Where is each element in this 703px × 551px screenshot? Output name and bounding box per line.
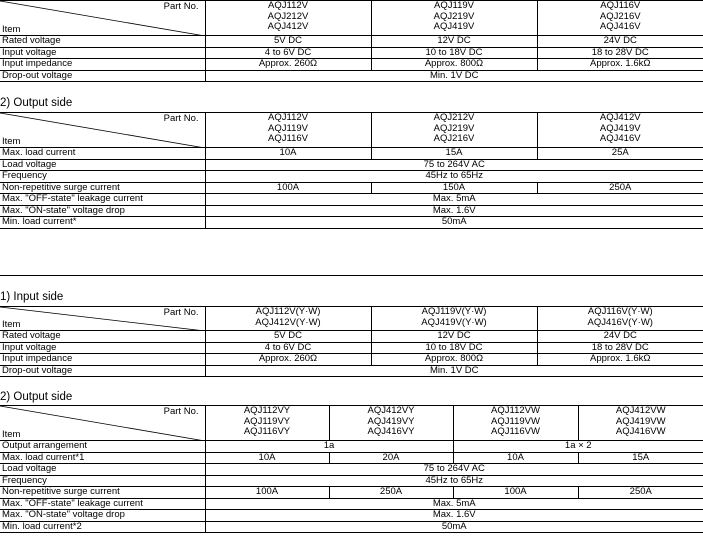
part-no-col [537,307,703,331]
table-cell: 20A [329,452,453,464]
table-cell: Input impedance [0,354,205,366]
table-cell: Max. load current*1 [0,452,205,464]
part-number: AQJ212V [267,10,309,22]
part-no-col [371,1,537,36]
table-cell: 25A [537,148,703,160]
header-diagonal-cell [0,1,205,36]
table-cell: Min. 1V DC [205,70,703,82]
table-cell: Approx. 800Ω [371,354,537,366]
table-cell: 5V DC [205,331,371,343]
item-label: Item [2,23,21,35]
table-row [0,452,703,464]
table-row [0,47,703,59]
part-no-label: Part No. [163,307,199,318]
table-cell: 100A [205,182,371,194]
header-diagonal-cell [0,307,205,331]
table-cell: Max. "OFF-state" leakage current [0,194,205,206]
table-cell: 100A [205,487,329,499]
table-cell: Input impedance [0,59,205,71]
part-no-col [537,113,703,148]
table-row [0,365,703,377]
table-cell: Drop-out voltage [0,70,205,82]
table-cell: Min. load current*2 [0,521,205,533]
header-diagonal-cell [0,113,205,148]
table-row [0,464,703,476]
table-cell: Approx. 1.6kΩ [537,59,703,71]
table-row [0,182,703,194]
table-row [0,36,703,48]
output-table-1 [0,112,703,229]
part-number: AQJ412VW [615,405,666,416]
table-cell: Rated voltage [0,36,205,48]
table-row [0,194,703,206]
header-row [0,1,703,36]
table-cell: 5V DC [205,36,371,48]
table-cell: 4 to 6V DC [205,47,371,59]
table-cell: Max. load current [0,148,205,160]
part-number: AQJ412V(Y·W) [255,316,321,328]
table-cell: Max. 1.6V [205,510,703,522]
table-cell: 4 to 6V DC [205,342,371,354]
part-number: AQJ412V [267,21,309,32]
part-no-col [205,113,371,148]
table-cell: 24V DC [537,331,703,343]
table-cell: Frequency [0,475,205,487]
table-row [0,498,703,510]
table-cell: Approx. 1.6kΩ [537,354,703,366]
header-row [0,307,703,331]
table-cell: 75 to 264V AC [205,464,703,476]
table-cell: Max. 5mA [205,498,703,510]
table-cell: 75 to 264V AC [205,159,703,171]
table-cell: 10 to 18V DC [371,342,537,354]
part-number: AQJ119V [434,0,474,11]
part-number: AQJ219V [433,122,475,134]
part-number: AQJ119V(Y·W) [421,306,487,317]
table-cell: Approx. 800Ω [371,59,537,71]
table-row [0,171,703,183]
table-cell: Approx. 260Ω [205,59,371,71]
part-number: AQJ116V(Y·W) [587,306,653,317]
header-row [0,406,703,441]
table-cell: 45Hz to 65Hz [205,171,703,183]
table-cell: Input voltage [0,342,205,354]
part-no-label: Part No. [163,1,199,12]
part-number: AQJ416V [599,21,641,32]
section-title: 2) Output side [0,391,73,403]
table-row [0,510,703,522]
input-table-2 [0,306,703,377]
section-title: 1) Input side [0,291,64,303]
header-diagonal-cell [0,406,205,441]
part-number: AQJ416V(Y·W) [587,316,653,328]
table-cell: Non-repetitive surge current [0,487,205,499]
part-number: AQJ112V(Y·W) [255,306,321,317]
part-number: AQJ419V(Y·W) [421,316,487,328]
part-number: AQJ119V [268,122,308,134]
part-no-col [329,406,453,441]
table-cell: 1a [205,441,453,453]
item-label: Item [2,135,21,147]
part-number: AQJ419V [599,122,641,134]
table-cell: 12V DC [371,36,537,48]
table-cell: 15A [371,148,537,160]
part-no-label: Part No. [163,406,199,417]
part-number: AQJ119VW [491,415,540,427]
table-row [0,354,703,366]
section-title: 2) Output side [0,97,73,109]
part-number: AQJ116VY [243,426,291,437]
table-row [0,205,703,217]
table-row [0,331,703,343]
part-number: AQJ116V [268,133,308,144]
part-number: AQJ412VY [367,405,415,416]
part-no-col [205,307,371,331]
table-cell: Max. 1.6V [205,205,703,217]
table-row [0,159,703,171]
part-number: AQJ116VW [491,426,540,437]
table-cell: Drop-out voltage [0,365,205,377]
part-no-col [205,1,371,36]
table-cell: Rated voltage [0,331,205,343]
part-number: AQJ112V [268,112,308,123]
table-cell: 15A [578,452,703,464]
part-number: AQJ216V [599,10,641,22]
table-cell: Min. 1V DC [205,365,703,377]
table-cell: Non-repetitive surge current [0,182,205,194]
table-cell: Frequency [0,171,205,183]
output-table-2 [0,405,703,533]
part-no-col [205,406,329,441]
header-row [0,113,703,148]
table-cell: 10A [205,452,329,464]
table-cell: 250A [329,487,453,499]
table-cell: 1a × 2 [453,441,703,453]
part-number: AQJ212V [433,112,475,123]
table-cell: Max. "OFF-state" leakage current [0,498,205,510]
table-cell: 45Hz to 65Hz [205,475,703,487]
table-cell: Min. load current* [0,217,205,229]
table-cell: Load voltage [0,464,205,476]
table-row [0,59,703,71]
table-cell: 10A [205,148,371,160]
part-number: AQJ416V [599,133,641,144]
part-number: AQJ419V [433,21,475,32]
part-number: AQJ419VY [367,415,415,427]
table-row [0,521,703,533]
table-cell: 10 to 18V DC [371,47,537,59]
part-no-col [578,406,703,441]
table-cell: Max. "ON-state" voltage drop [0,510,205,522]
table-cell: Output arrangement [0,441,205,453]
part-no-col [537,1,703,36]
divider [0,275,703,276]
table-row [0,475,703,487]
table-cell: 18 to 28V DC [537,342,703,354]
table-cell: Approx. 260Ω [205,354,371,366]
part-number: AQJ112VY [243,405,291,416]
table-cell: 50mA [205,521,703,533]
table-cell: 250A [537,182,703,194]
part-no-col [453,406,578,441]
part-no-col [371,307,537,331]
part-no-col [371,113,537,148]
table-cell: 250A [578,487,703,499]
input-table-1 [0,0,703,82]
table-row [0,70,703,82]
part-number: AQJ416VY [367,426,415,437]
table-cell: 24V DC [537,36,703,48]
part-number: AQJ216V [433,133,475,144]
table-row [0,217,703,229]
part-number: AQJ416VW [615,426,666,437]
table-row [0,342,703,354]
table-cell: Max. "ON-state" voltage drop [0,205,205,217]
table-cell: 12V DC [371,331,537,343]
part-number: AQJ112V [268,0,308,11]
table-row [0,487,703,499]
part-number: AQJ112VW [491,405,540,416]
part-number: AQJ419VW [615,415,666,427]
part-number: AQJ119VY [243,415,291,427]
table-cell: 150A [371,182,537,194]
table-cell: 18 to 28V DC [537,47,703,59]
table-cell: 50mA [205,217,703,229]
table-cell: 100A [453,487,578,499]
part-number: AQJ412V [599,112,641,123]
table-cell: 10A [453,452,578,464]
table-cell: Max. 5mA [205,194,703,206]
part-number: AQJ219V [433,10,475,22]
part-number: AQJ116V [600,0,641,11]
table-cell: Load voltage [0,159,205,171]
part-no-label: Part No. [163,113,199,124]
table-row [0,148,703,160]
item-label: Item [2,428,21,440]
table-cell: Input voltage [0,47,205,59]
table-row [0,441,703,453]
item-label: Item [2,318,21,330]
